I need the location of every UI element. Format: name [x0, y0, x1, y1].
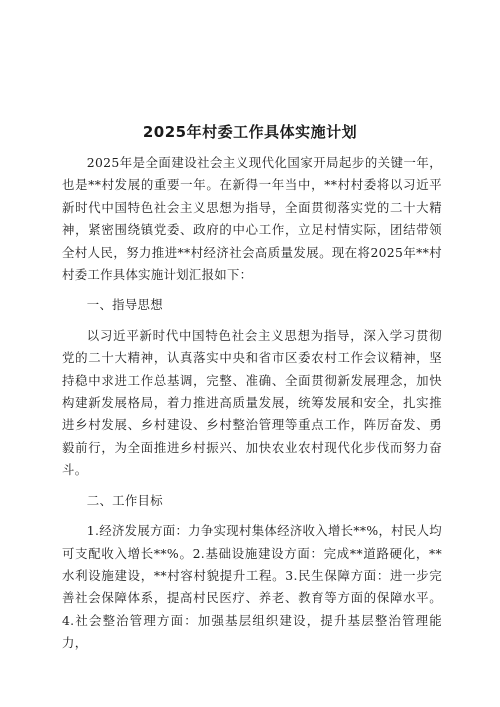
- document-body: [62, 152, 442, 663]
- section-heading-work-goals: 二、工作目标: [86, 492, 163, 508]
- section-heading-guiding-ideology: 一、指导思想: [86, 297, 163, 313]
- intro-paragraph: 2025年是全面建设社会主义现代化国家开局起步的关键一年，也是**村发展的重要一年。在新得一年当中，**村村委将以习近平新时代中国特色社会主义思想为指导，全面贯彻落实党的二十大精神，紧密围绕镇党委、政府的中心工作，立足村情实际，团结带领全村人民，努力推进**村经济社会高质量发展。现在将2025年**村村委工作具体实施计划汇报如下：: [62, 155, 442, 283]
- work-goals-paragraph: 1.经济发展方面：力争实现村集体经济收入增长**%，村民人均可支配收入增长**%。2.基础设施建设方面：完成**道路硬化，**水利设施建设，**村容村貌提升工程。3.民生保障方面：进一步完善社会保障体系，提高村民医疗、养老、教育等方面的保障水平。4.社会整治管理方面：加强基层组织建设，提升基层整治管理能力，: [62, 523, 442, 651]
- guiding-ideology-paragraph: 以习近平新时代中国特色社会主义思想为指导，深入学习贯彻党的二十大精神，认真落实中央和省市区委农村工作会议精神，坚持稳中求进工作总基调，完整、准确、全面贯彻新发展理念，加快构建新发展格局，着力推进高质量发展，统筹发展和安全，扎实推进乡村发展、乡村建设、乡村整治管理等重点工作，阵厉奋发、勇毅前行，为全面推进乡村振兴、加快农业农村现代化步伐而努力奋斗。: [62, 327, 442, 478]
- document-title: 2025年村委工作具体实施计划: [142, 123, 358, 141]
